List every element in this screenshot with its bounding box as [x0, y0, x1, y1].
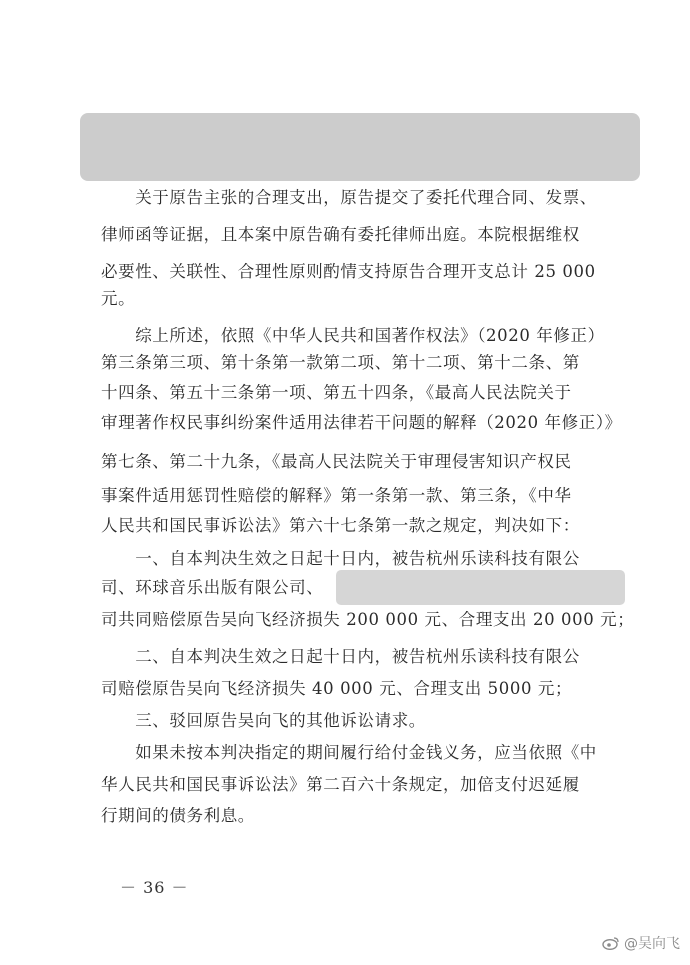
text-line: 华人民共和国民事诉讼法》第二百六十条规定，加倍支付迟延履 [101, 775, 580, 794]
text-line: 十四条、第五十三条第一项、第五十四条，《最高人民法院关于 [101, 383, 572, 402]
text-line: 司共同赔偿原告吴向飞经济损失 200 000 元、合理支出 20 000 元； [101, 610, 635, 629]
page-number: － 36 － [120, 878, 189, 897]
text-line: 第七条、第二十九条，《最高人民法院关于审理侵害知识产权民 [101, 452, 572, 471]
text-line: 元。 [101, 289, 136, 308]
text-line: 审理著作权民事纠纷案件适用法律若干问题的解释（2020 年修正）》 [101, 413, 622, 432]
text-line: 行期间的债务利息。 [101, 806, 255, 825]
text-line: 必要性、关联性、合理性原则酌情支持原告合理开支总计 25 000 [101, 262, 596, 281]
redacted-inline [336, 570, 625, 605]
text-line: 综上所述，依照《中华人民共和国著作权法》（2020 年修正） [101, 326, 605, 345]
text-line: 司赔偿原告吴向飞经济损失 40 000 元、合理支出 5000 元； [101, 679, 573, 698]
text-line: 人民共和国民事诉讼法》第六十七条第一款之规定，判决如下： [101, 516, 580, 535]
text-line: 关于原告主张的合理支出，原告提交了委托代理合同、发票、 [101, 188, 597, 207]
text-line: 司、环球音乐出版有限公司、 [101, 578, 324, 597]
text-line: 三、驳回原告吴向飞的其他诉讼请求。 [101, 711, 426, 730]
text-line: 事案件适用惩罚性赔偿的解释》第一条第一款、第三条，《中华 [101, 486, 572, 505]
text-line: 律师函等证据，且本案中原告确有委托律师出庭。本院根据维权 [101, 225, 580, 244]
watermark [602, 933, 680, 953]
text-line: 一、自本判决生效之日起十日内，被告杭州乐读科技有限公 [101, 549, 580, 568]
redacted-block [80, 113, 640, 181]
text-line: 第三条第三项、第十条第一款第二项、第十二项、第十二条、第 [101, 353, 580, 372]
weibo-icon [602, 936, 620, 950]
watermark-text: @吴向飞 [624, 936, 680, 952]
text-line: 二、自本判决生效之日起十日内，被告杭州乐读科技有限公 [101, 647, 580, 666]
text-line: 如果未按本判决指定的期间履行给付金钱义务，应当依照《中 [101, 743, 597, 762]
